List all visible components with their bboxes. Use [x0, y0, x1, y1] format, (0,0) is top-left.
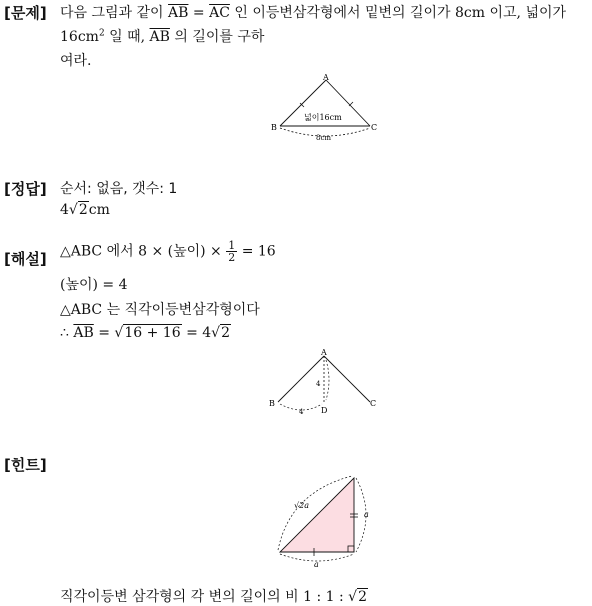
solution-tag: [해설] — [4, 250, 47, 268]
answer-tag: [정답] — [4, 180, 47, 198]
answer-unit: cm — [88, 202, 110, 218]
vertex-label-c: C — [371, 123, 378, 132]
solution-text: = 4 — [186, 325, 212, 341]
sqrt-radicand: 2 — [221, 325, 230, 341]
side-ab — [278, 356, 324, 402]
solution-line-3: △ABC 는 직각이등변삼각형이다 — [60, 302, 260, 318]
problem-line-2 — [60, 26, 264, 46]
solution-line-4 — [60, 325, 231, 341]
answer-coefficient: 4 — [60, 202, 69, 218]
vertex-label-a: A — [323, 73, 329, 82]
hint-text: 직각이등변 삼각형의 각 변의 길이의 비 1 : 1 : — [60, 589, 344, 605]
sqrt-sign: √ — [68, 202, 78, 218]
fraction-half — [226, 240, 237, 263]
vertex-label-b: B — [271, 123, 277, 132]
segment-ac: $\overline{AC}$ — [209, 5, 230, 21]
solution-text: = 16 — [241, 243, 276, 260]
height-brace — [326, 360, 329, 400]
answer-line-1: 순서: 없음, 갯수: 1 — [60, 181, 178, 197]
hypotenuse-label: √2a — [294, 501, 309, 510]
sqrt-sign: √ — [348, 589, 358, 605]
equals-sign: = — [192, 5, 205, 21]
hint-triangle-figure — [270, 470, 382, 570]
solution-line-2: (높이) = 4 — [60, 277, 128, 293]
vertex-label-c: C — [370, 399, 377, 408]
segment-ab: $\overline{AB}$ — [149, 29, 170, 45]
right-isosceles-triangle — [280, 478, 354, 552]
fraction-numerator: 1 — [228, 239, 236, 252]
segment-ab: $\overline{AB}$ — [73, 325, 94, 341]
problem-text: 의 길이를 구하 — [174, 29, 265, 45]
solution-line-1 — [60, 240, 276, 263]
answer-line-2 — [60, 202, 110, 218]
side-label: a — [364, 510, 369, 519]
sqrt-radicand: 16 + 16 — [124, 325, 181, 341]
problem-text: 인 이등변삼각형에서 밑변의 길이가 8cm 이고, 넓이가 — [234, 5, 567, 21]
problem-line-3: 여라. — [60, 53, 92, 69]
side-ac — [324, 356, 370, 402]
base-label: a — [314, 560, 319, 569]
sqrt-radicand: 2 — [78, 202, 88, 218]
solution-text: △ABC 에서 8 × (높이) × — [60, 243, 222, 260]
base-label: 8cm — [316, 134, 332, 142]
problem-text: 다음 그림과 같이 — [60, 5, 164, 21]
hint-line-1 — [60, 586, 368, 606]
hint-tag: [힌트] — [4, 456, 47, 474]
half-base-label: 4 — [299, 408, 304, 416]
fraction-denominator: 2 — [228, 251, 236, 264]
solution-triangle-figure — [266, 344, 386, 420]
problem-tag: [문제] — [4, 4, 47, 22]
vertex-label-d: D — [321, 406, 328, 415]
area-label: 넓이16cm — [304, 113, 342, 122]
height-label: 4 — [316, 380, 321, 388]
therefore-sign: ∴ — [60, 325, 69, 341]
tick-mark — [349, 102, 353, 106]
vertex-label-a: A — [321, 348, 327, 357]
problem-triangle-figure — [266, 70, 386, 146]
vertex-label-b: B — [269, 399, 275, 408]
equals-sign: = — [98, 325, 110, 341]
area-value: 16cm — [60, 29, 99, 45]
sqrt-radicand: 2 — [358, 589, 367, 605]
sqrt-sign: √ — [114, 325, 124, 341]
problem-line-1 — [60, 2, 566, 22]
sqrt-sign: √ — [211, 325, 221, 341]
area-exponent: 2 — [98, 28, 105, 39]
problem-text: 일 때, — [109, 29, 146, 45]
segment-ab: $\overline{AB}$ — [168, 5, 189, 21]
